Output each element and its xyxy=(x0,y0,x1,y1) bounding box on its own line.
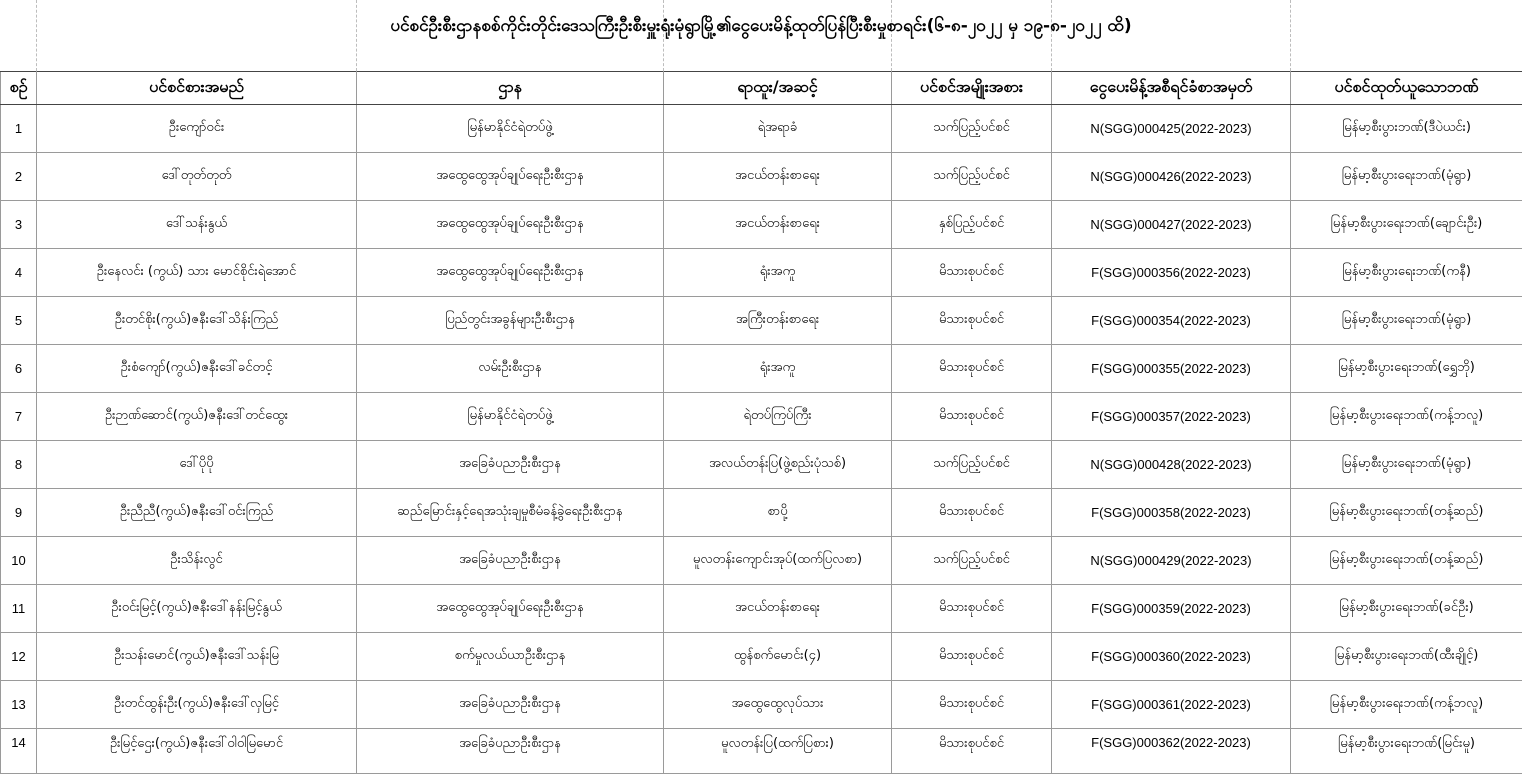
cell-serial-number[interactable]: 4 xyxy=(1,249,37,297)
cell-pensioner-name[interactable]: ဒေါ်သန်းနွယ် xyxy=(37,201,357,249)
cell-pension-type[interactable]: မိသားစုပင်စင် xyxy=(892,345,1052,393)
cell-pension-type[interactable]: မိသားစုပင်စင် xyxy=(892,249,1052,297)
cell-payment-order-number[interactable]: N(SGG)000426(2022-2023) xyxy=(1052,153,1291,201)
cell-department[interactable]: စက်မှုလယ်ယာဦးစီးဌာန xyxy=(357,633,664,681)
cell-pension-type[interactable]: သက်ပြည့်ပင်စင် xyxy=(892,537,1052,585)
cell-pensioner-name[interactable]: ဦးစံကျော်(ကွယ်)ဇနီးဒေါ်ခင်တင့် xyxy=(37,345,357,393)
table-row xyxy=(1,489,1522,537)
cell-payment-order-number[interactable]: F(SGG)000354(2022-2023) xyxy=(1052,297,1291,345)
cell-position-rank[interactable]: အငယ်တန်းစာရေး xyxy=(664,585,892,633)
cell-pension-bank[interactable]: မြန်မာ့စီးပွားရေးဘဏ်(ချောင်းဦး) xyxy=(1291,201,1522,249)
cell-position-rank[interactable]: ရုံးအကူ xyxy=(664,249,892,297)
cell-department[interactable]: လမ်းဦးစီးဌာန xyxy=(357,345,664,393)
cell-payment-order-number[interactable]: N(SGG)000427(2022-2023) xyxy=(1052,201,1291,249)
cell-serial-number[interactable]: 3 xyxy=(1,201,37,249)
cell-payment-order-number[interactable]: F(SGG)000361(2022-2023) xyxy=(1052,681,1291,729)
cell-position-rank[interactable]: ရဲတပ်ကြပ်ကြီး xyxy=(664,393,892,441)
table-row xyxy=(1,681,1522,729)
cell-payment-order-number[interactable]: F(SGG)000359(2022-2023) xyxy=(1052,585,1291,633)
cell-pension-type[interactable]: မိသားစုပင်စင် xyxy=(892,633,1052,681)
table-row xyxy=(1,249,1522,297)
column-header-pension-type[interactable]: ပင်စင်အမျိုးအစား xyxy=(892,72,1052,105)
cell-pension-bank[interactable]: မြန်မာ့စီးပွားရေးဘဏ်(မုံရွာ) xyxy=(1291,297,1522,345)
cell-payment-order-number[interactable]: N(SGG)000429(2022-2023) xyxy=(1052,537,1291,585)
cell-payment-order-number[interactable]: N(SGG)000428(2022-2023) xyxy=(1052,441,1291,489)
cell-pension-type[interactable]: နှစ်ပြည့်ပင်စင် xyxy=(892,201,1052,249)
cell-department[interactable]: မြန်မာနိုင်ငံရဲတပ်ဖွဲ့ xyxy=(357,393,664,441)
cell-pension-type[interactable]: မိသားစုပင်စင် xyxy=(892,393,1052,441)
cell-serial-number[interactable]: 2 xyxy=(1,153,37,201)
cell-serial-number[interactable]: 8 xyxy=(1,441,37,489)
table-row xyxy=(1,105,1522,153)
column-header-payment-order-number[interactable]: ငွေပေးမိန့်အစီရင်ခံစာအမှတ် xyxy=(1052,72,1291,105)
cell-position-rank[interactable]: မူလတန်းကျောင်းအုပ်(ထက်ပြလစာ) xyxy=(664,537,892,585)
cell-department[interactable]: အထွေထွေအုပ်ချုပ်ရေးဦးစီးဌာန xyxy=(357,153,664,201)
column-header-department[interactable]: ဌာန xyxy=(357,72,664,105)
table-row xyxy=(1,345,1522,393)
cell-pension-type[interactable]: မိသားစုပင်စင် xyxy=(892,489,1052,537)
table-row xyxy=(1,537,1522,585)
cell-department[interactable]: အခြေခံပညာဦးစီးဌာန xyxy=(357,729,664,774)
table-body xyxy=(1,105,1522,774)
cell-position-rank[interactable]: အငယ်တန်းစာရေး xyxy=(664,153,892,201)
cell-pensioner-name[interactable]: ဦးတင်စိုး(ကွယ်)ဇနီးဒေါ်သိန်းကြည် xyxy=(37,297,357,345)
cell-position-rank[interactable]: စာပို့ xyxy=(664,489,892,537)
cell-payment-order-number[interactable]: F(SGG)000357(2022-2023) xyxy=(1052,393,1291,441)
cell-pension-bank[interactable]: မြန်မာ့စီးပွားရေးဘဏ်(မုံရွာ) xyxy=(1291,153,1522,201)
cell-pension-bank[interactable]: မြန်မာ့စီးပွားရေးဘဏ်(မြင်းမူ) xyxy=(1291,729,1522,774)
cell-pension-type[interactable]: မိသားစုပင်စင် xyxy=(892,681,1052,729)
cell-serial-number[interactable]: 11 xyxy=(1,585,37,633)
cell-pensioner-name[interactable]: ဦးဉာဏ်ဆောင်(ကွယ်)ဇနီးဒေါ်တင်ထွေး xyxy=(37,393,357,441)
cell-serial-number[interactable]: 9 xyxy=(1,489,37,537)
cell-position-rank[interactable]: အလယ်တန်းပြ(ဖွဲ့စည်းပုံသစ်) xyxy=(664,441,892,489)
cell-serial-number[interactable]: 7 xyxy=(1,393,37,441)
cell-pensioner-name[interactable]: ဦးမြင့်ဌေး(ကွယ်)ဇနီးဒေါ်ဝါဝါမြမောင် xyxy=(37,729,357,774)
cell-serial-number[interactable]: 6 xyxy=(1,345,37,393)
cell-serial-number[interactable]: 12 xyxy=(1,633,37,681)
cell-pensioner-name[interactable]: ဦးကျော်ဝင်း xyxy=(37,105,357,153)
cell-pension-bank[interactable]: မြန်မာ့စီးပွားရေးဘဏ်(တန့်ဆည်) xyxy=(1291,537,1522,585)
cell-pensioner-name[interactable]: ဦးသန်းမောင်(ကွယ်)ဇနီးဒေါ်သန်းမြ xyxy=(37,633,357,681)
cell-pension-bank[interactable]: မြန်မာ့စီးပွားရေးဘဏ်(ရွှေဘို) xyxy=(1291,345,1522,393)
cell-pensioner-name[interactable]: ဦးဝင်းမြင့်(ကွယ်)ဇနီးဒေါ်နန်းမြင့်နွယ် xyxy=(37,585,357,633)
cell-payment-order-number[interactable]: F(SGG)000360(2022-2023) xyxy=(1052,633,1291,681)
cell-serial-number[interactable]: 10 xyxy=(1,537,37,585)
cell-position-rank[interactable]: အထွေထွေလုပ်သား xyxy=(664,681,892,729)
cell-pensioner-name[interactable]: ဦးညီညီ(ကွယ်)ဇနီးဒေါ်ဝင်းကြည် xyxy=(37,489,357,537)
cell-payment-order-number[interactable]: F(SGG)000362(2022-2023) xyxy=(1052,729,1291,774)
cell-pension-bank[interactable]: မြန်မာ့စီးပွားဘဏ်(ဒီပဲယင်း) xyxy=(1291,105,1522,153)
cell-position-rank[interactable]: အကြီးတန်းစာရေး xyxy=(664,297,892,345)
table-row xyxy=(1,441,1522,489)
cell-pensioner-name[interactable]: ဦးသိန်းလွင် xyxy=(37,537,357,585)
cell-pension-bank[interactable]: မြန်မာ့စီးပွားရေးဘဏ်(ကနီ) xyxy=(1291,249,1522,297)
cell-pension-bank[interactable]: မြန်မာ့စီးပွားရေးဘဏ်(ထီးချိုင့်) xyxy=(1291,633,1522,681)
cell-serial-number[interactable]: 13 xyxy=(1,681,37,729)
cell-pension-type[interactable]: မိသားစုပင်စင် xyxy=(892,585,1052,633)
column-header-serial-number[interactable]: စဉ် xyxy=(1,72,37,105)
cell-position-rank[interactable]: ရုံးအကူ xyxy=(664,345,892,393)
cell-department[interactable]: အထွေထွေအုပ်ချုပ်ရေးဦးစီးဌာန xyxy=(357,585,664,633)
cell-pension-type[interactable]: သက်ပြည့်ပင်စင် xyxy=(892,105,1052,153)
table-row xyxy=(1,393,1522,441)
cell-payment-order-number[interactable]: F(SGG)000356(2022-2023) xyxy=(1052,249,1291,297)
title-row xyxy=(0,0,1522,71)
cell-department[interactable]: မြန်မာနိုင်ငံရဲတပ်ဖွဲ့ xyxy=(357,105,664,153)
cell-position-rank[interactable]: ထွန်စက်မောင်း(၄) xyxy=(664,633,892,681)
cell-serial-number[interactable]: 1 xyxy=(1,105,37,153)
cell-pension-type[interactable]: သက်ပြည့်ပင်စင် xyxy=(892,441,1052,489)
cell-pension-bank[interactable]: မြန်မာ့စီးပွားရေးဘဏ်(ကန့်ဘလူ) xyxy=(1291,393,1522,441)
table-row xyxy=(1,201,1522,249)
cell-position-rank[interactable]: ရဲအရာခံ xyxy=(664,105,892,153)
cell-payment-order-number[interactable]: F(SGG)000358(2022-2023) xyxy=(1052,489,1291,537)
cell-department[interactable]: အခြေခံပညာဦးစီးဌာန xyxy=(357,681,664,729)
cell-pension-type[interactable]: သက်ပြည့်ပင်စင် xyxy=(892,153,1052,201)
cell-department[interactable]: ပြည်တွင်းအခွန်များဦးစီးဌာန xyxy=(357,297,664,345)
cell-pension-bank[interactable]: မြန်မာ့စီးပွားရေးဘဏ်(မုံရွာ) xyxy=(1291,441,1522,489)
cell-pension-type[interactable]: မိသားစုပင်စင် xyxy=(892,729,1052,774)
column-header-pensioner-name[interactable]: ပင်စင်စားအမည် xyxy=(37,72,357,105)
cell-department[interactable]: အထွေထွေအုပ်ချုပ်ရေးဦးစီးဌာန xyxy=(357,201,664,249)
page-title[interactable]: ပင်စင်ဦးစီးဌာနစစ်ကိုင်းတိုင်းဒေသကြီးဦးစီးမှူးရုံးမုံရွာမြို့၏ငွေပေးမိန့်ထုတ်ပြန်ပြီးစီးမှုစာရင်း(၆-၈-၂၀၂၂ မှ ၁၉-၈-၂၀၂၂ ထိ) xyxy=(0,15,1522,40)
cell-department[interactable]: ဆည်မြောင်းနှင့်ရေအသုံးချမှုစီမံခန့်ခွဲရေးဦးစီးဌာန xyxy=(357,489,664,537)
cell-position-rank[interactable]: အငယ်တန်းစာရေး xyxy=(664,201,892,249)
cell-pension-bank[interactable]: မြန်မာ့စီးပွားရေးဘဏ်(တန့်ဆည်) xyxy=(1291,489,1522,537)
table-row xyxy=(1,153,1522,201)
cell-serial-number[interactable]: 14 xyxy=(1,729,37,774)
cell-department[interactable]: အထွေထွေအုပ်ချုပ်ရေးဦးစီးဌာန xyxy=(357,249,664,297)
cell-serial-number[interactable]: 5 xyxy=(1,297,37,345)
column-header-position-rank[interactable]: ရာထူး/အဆင့် xyxy=(664,72,892,105)
table-row xyxy=(1,729,1522,774)
cell-pensioner-name[interactable]: ဦးနေလင်း (ကွယ်) သား မောင်စိုင်းရဲအောင် xyxy=(37,249,357,297)
cell-department[interactable]: အခြေခံပညာဦးစီးဌာန xyxy=(357,537,664,585)
cell-payment-order-number[interactable]: N(SGG)000425(2022-2023) xyxy=(1052,105,1291,153)
cell-pension-bank[interactable]: မြန်မာ့စီးပွားရေးဘဏ်(ခင်ဦး) xyxy=(1291,585,1522,633)
pension-table xyxy=(0,71,1522,774)
table-row xyxy=(1,297,1522,345)
cell-department[interactable]: အခြေခံပညာဦးစီးဌာန xyxy=(357,441,664,489)
table-row xyxy=(1,633,1522,681)
cell-pension-type[interactable]: မိသားစုပင်စင် xyxy=(892,297,1052,345)
cell-pensioner-name[interactable]: ဒေါ်တုတ်တုတ် xyxy=(37,153,357,201)
cell-pensioner-name[interactable]: ဒေါ်ပိုပို xyxy=(37,441,357,489)
cell-position-rank[interactable]: မူလတန်းပြ(ထက်ပြစား) xyxy=(664,729,892,774)
table-row xyxy=(1,585,1522,633)
cell-pension-bank[interactable]: မြန်မာ့စီးပွားရေးဘဏ်(ကန့်ဘလူ) xyxy=(1291,681,1522,729)
column-header-pension-bank[interactable]: ပင်စင်ထုတ်ယူသောဘဏ် xyxy=(1291,72,1522,105)
cell-payment-order-number[interactable]: F(SGG)000355(2022-2023) xyxy=(1052,345,1291,393)
cell-pensioner-name[interactable]: ဦးတင်ထွန်းဦး(ကွယ်)ဇနီးဒေါ်လှမြင့် xyxy=(37,681,357,729)
header-row xyxy=(1,72,1522,105)
